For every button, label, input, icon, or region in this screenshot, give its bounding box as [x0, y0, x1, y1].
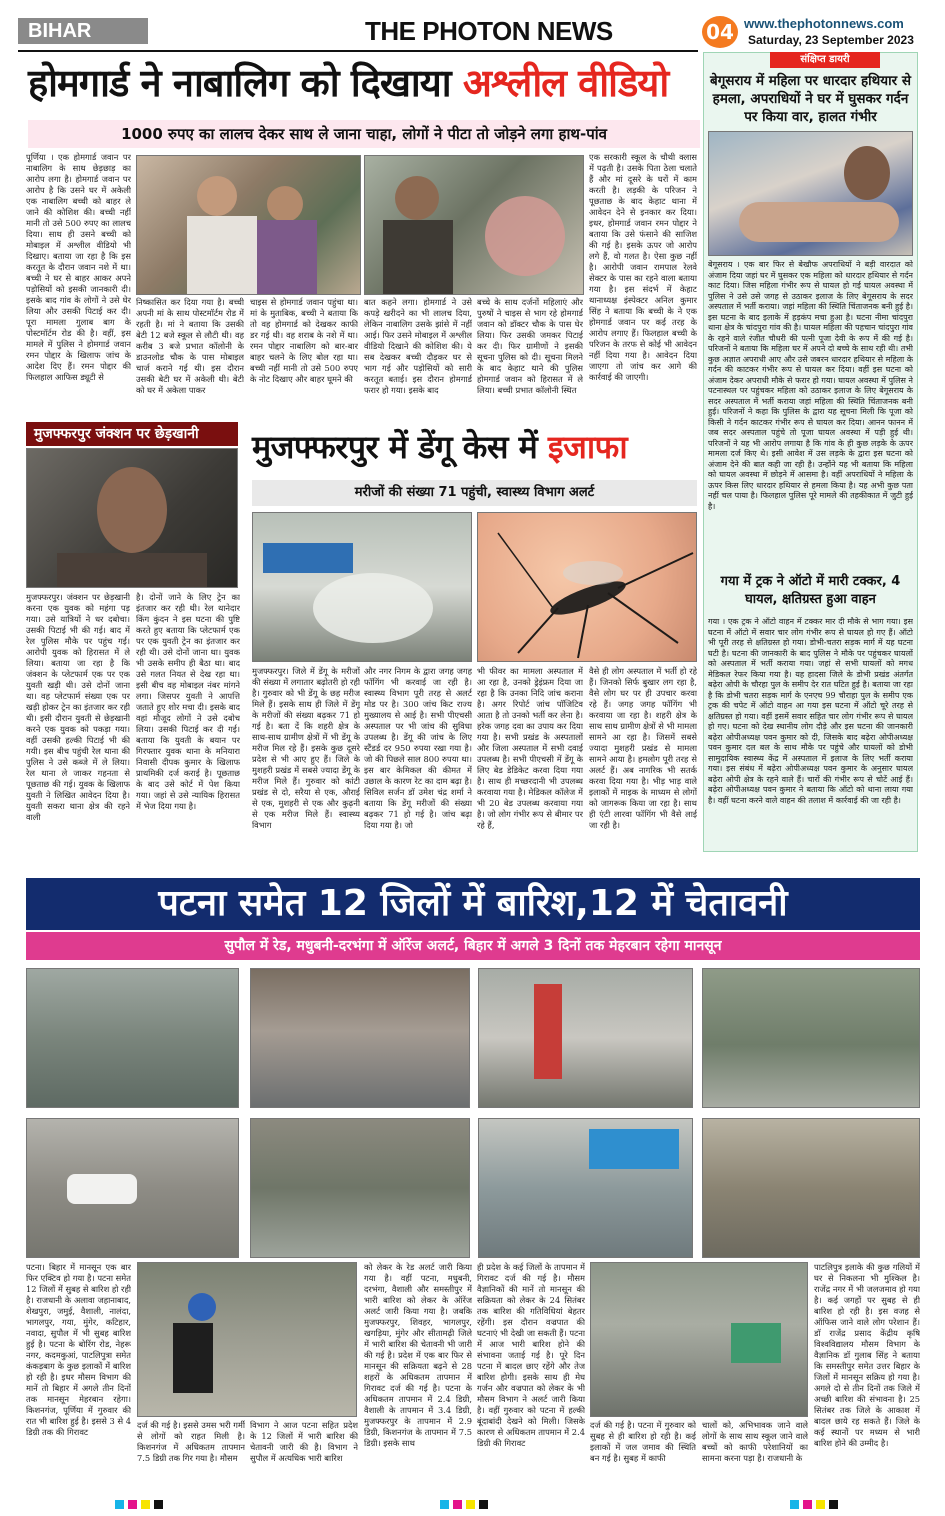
- story4-headline: पटना समेत 12 जिलों में बारिश,12 में चेतावनी: [26, 878, 920, 930]
- sidebar-photo-injured-woman: [708, 131, 913, 256]
- sidebar-body2: गया । एक ट्रक ने ऑटो वाहन में टक्कर मार दी मौके से भाग गया। इस घटना में ऑटो में सवार चार लोग गंभीर रूप से घायल हो गए हैं। ऑटो भी पूरी तरह से क्षतिग्रस्त हो गया। डोभी-चतरा सड़क मार्ग में यह घटना घटी है। घटना की जानकारी के बाद पुलिस ने मौके पर पहुंचकर घायलों को अस्पताल में भर्ती कराया गया। जहां से सभी घायलों को मगध मेडिकल रेफर किया गया है। यह हादसा जिले के डोभी प्रखंड अंतर्गत बढ़ेरा ओपी के चौरहा पुल के समीप देर रात घटित हुई है। बताया जा रहा है कि डोभी चतरा सड़क मार्ग के एनएच 99 चौराहा पुल के समीप एक ट्रक की चपेट में ऑटो वाहन आ गया इस घटना में ऑटो चूरे तरह से क्षतिग्रस्त हो गया। वहीं इसमें सवार सहित चार लोग गंभीर रूप से घायल हो गए। घटना को देख स्थानीय लोग दौड़े और इस घटना की जानकारी बढ़ेरा ओपीअध्यक्ष पवन कुमार को दी, जिसके बाद बढ़ेरा ओपीअध्यक्ष पवन कुमार दल बल के साथ मौके पर पहुंचे और घायलों को डोभी सामुदायिक स्वास्थ्य केंद्र में अस्पताल में इलाज के लिए भर्ती कराया गया। इस संबंध में बढ़ेरा ओपीअध्यक्ष पवन कुमार के अनुसार घायल बढ़ेरा ओपी क्षेत्र के रहने वाले हैं। चारों की गंभीर रूप से चोटें आई हैं। बढ़ेरा ओपीअध्यक्ष पवन कुमार ने बताया कि ऑटो को थाना लाया गया है। वहीं घटना करने वाले वाहन की तलाश में कार्रवाई की जा रही है।: [708, 617, 913, 805]
- story1-col4: बात कहने लगा। होमगार्ड ने उसे कपड़े खरीदने का भी लालच दिया, लेकिन नाबालिग उसके झांसे में नहीं आई। फिर उसने मोबाइल में अश्लील वीडियो दिखाने की कोशिश की। ये सब देखकर बच्ची दौड़कर घर से भाग गई और पड़ोसियों को सारी करतूत बताई। इस दौरान होमगार्ड फरार हो गया। इसके बाद: [364, 297, 472, 395]
- photo-gate: [731, 1323, 781, 1363]
- rain-photo-8: [702, 1118, 920, 1258]
- story3-col4: वैसे ही लोग अस्पताल में भर्ती हो रहे हैं। जिनको सिर्फ बुखार लग रहा है, वैसे लोग घर पर ही उपचार करवा रहे हैं। जगह जगह फॉगिंग भी करवाया जा रहा है। शहरी क्षेत्र के साथ साथ ग्रामीण क्षेत्रों से भी मामला सामने आ रहा है। जिसमें सबसे ज्यादा मुशहरी प्रखंड से मामला सामने आया है। हमलोग पूरी तरह से अलर्ट हैं। अब नागरिक भी सतर्क करवा दिया गया है। भीड़ भाड़ वाले इलाकों में माइक के माध्यम से लोगों को जागरूक किया जा रहा है। साथ ही एंटी लारवा फॉगिंग भी वैसे लाई जा रही है।: [589, 666, 697, 830]
- rain-photo-5: [26, 1118, 239, 1258]
- rain-photo-6: [250, 1118, 470, 1258]
- registration-mark-black: [154, 1500, 163, 1509]
- story2-headline: मुजफ्फरपुर जंक्शन पर छेड़खानी: [26, 422, 238, 446]
- photo-rider: [188, 1293, 216, 1321]
- story1-col3: चाइस से होमगार्ड जवान पहुंचा था। मां के मुताबिक, बच्ची ने बताया कि तो वह होमगार्ड को देखकर काफी डर गई थी। वह शराब के नशे में था। रमन पोद्दार नाबालिग को बार-बार बाहर चलने के लिए बोल रहा था। बच्ची नहीं मानी तो उसे 500 रुपए के नोट दिखाए और बाहर घूमने की: [250, 297, 358, 384]
- rain-photo-1: [26, 968, 239, 1108]
- story1-col6: एक सरकारी स्कूल के चौथी क्लास में पढ़ती है। उसके पिता ठेला चलाते हैं और मां दूसरे के घरों में काम करती है। लड़की के परिजन ने पूछताछ के बाद केहाट थाना में आवेदन देने से इनकार कर दिया। इधर, होमगार्ड जवान रमन पोद्दार ने बताया कि उसे फंसाने की साजिश की गई है। इसके ऊपर जो आरोप लगे हैं, वो गलत है। ऐसा कुछ नहीं है। आरोपी जवान रामपाल रेलवे सेक्टर के पास का रहने वाला बताया गया है। इस संदर्भ में केहाट थानाध्यक्ष इंस्पेक्टर अनिल कुमार सिंह ने बताया कि बच्ची के ने एक होमगार्ड जवान पर कई तरह के आरोप लगाए हैं। फिलहाल बच्ची के परिजन के तरफ से कोई भी आवेदन नहीं दिया गया है। आवेदन दिया जाएगा तो जांच कर आगे की कार्रवाई की जाएगी।: [589, 152, 697, 382]
- photo-figure: [395, 176, 439, 220]
- rain-photo-waterlogged-road: [590, 1262, 808, 1417]
- story2-col1: मुजफ्फरपुर। जंक्शन पर छेड़खानी करना एक युवक को महंगा पड़ गया। उसे यात्रियों ने धर दबोचा। उसकी पिटाई भी की गई। बाद में रेल पुलिस मौके पर पहुंच गई। आरोपी युवक को हिरासत में ले लिया। बताया जा रहा है कि जंक्शन के प्लेटफार्म एक पर एक युवती खड़ी थी। उसे दोनों जाना था। वह प्लेटफार्म संख्या एक पर खड़ी होकर ट्रेन का इंतजार कर रही थी। इसी दौरान युवती से छेड़खानी करने एक युवक को पकड़ा गया। वहीं उसकी हल्की पिटाई भी की गयी। इस बीच पहुंची रेल थाना की पुलिस ने उसे कब्जे में ले लिया। रेल थाना ले जाकर गहनता से पूछताछ की गई। युवक के खिलाफ युवती ने लिखित आवेदन दिया है। युवती सकरा थाना क्षेत्र की रहने वाली: [26, 592, 130, 822]
- story1-photo-accused: [364, 155, 584, 295]
- registration-mark-black: [479, 1500, 488, 1509]
- rain-photo-2: [250, 968, 470, 1108]
- photo-shop: [589, 1129, 679, 1169]
- photo-scooter: [173, 1323, 213, 1393]
- story4-col1: पटना। बिहार में मानसून एक बार फिर एक्टिव हो गया है। पटना समेत 12 जिलों में सुबह से बारिश हो रही है। राजधानी के अलावा जहानाबाद, शेखपुरा, जमुई, वैशाली, नालंदा, भागलपुर, गया, मुंगेर, कटिहार, नवादा, सुपौल में भी सुबह बारिश हुई है। पटना के बोरिंग रोड, नेहरू नगर, कदमकुआं, पाटलिपुत्रा समेत कंकड़बाग के कुछ इलाकों में बारिश हो रही है। इधर मौसम विभाग की मानें तो बिहार में अगले तीन दिनों तक मानसून मेहरबान रहेगा। किशनगंज, पूर्णिया में गुरुवार की रात भी बारिश हुई है। इससे 3 से 4 डिग्री तक की गिरावट: [26, 1262, 131, 1437]
- registration-mark-cyan: [790, 1500, 799, 1509]
- story4-deck: सुपौल में रेड, मधुबनी-दरभंगा में ऑरेंज अलर्ट, बिहार में अगले 3 दिनों तक मेहरबान रहेगा मानसून: [26, 932, 920, 960]
- registration-mark-cyan: [115, 1500, 124, 1509]
- story4-col5: ही प्रदेश के कई जिलों के तापमान में गिरावट दर्ज की गई है। मौसम वैज्ञानिकों की मानें तो मानसून की सक्रियता को लेकर के 24 सितंबर तक बारिश की गतिविधियां बेहतर रहेंगी। इस दौरान वज्रपात की घटनाएं भी देखी जा सकती हैं। पटना में आज भारी बारिश होने की संभावना जताई गई है। पूरे दिन पटना में बादल छाए रहेंगे और तेज बारिश होगी। इसके साथ ही मेघ गर्जन और वज्रपात को लेकर के भी मौसम विभाग ने अलर्ट जारी किया है। वहीं गुरुवार को पटना में हल्की बूंदाबांदी देखने को मिली। जिसके कारण से अधिकतम तापमान में 2.4 डिग्री की गिरावट: [477, 1262, 585, 1448]
- story1-col1: पूर्णिया । एक होमगार्ड जवान पर नाबालिग के साथ छेड़छाड़ का आरोप लगा है। होमगार्ड जवान पर आरोप है कि उसने घर में अकेली एक नाबालिग बच्ची को बाहर ले जाने की कोशिश की। बच्ची नहीं मानी तो उसे 500 रुपए का लालच दिया। साथ ही उसने बच्ची को मोबाइल में अश्लील वीडियो भी दिखाए। बताया जा रहा है कि इस करतूत के दौरान जवान नशे में था। बच्ची ने घर से बाहर आकर अपने पड़ोसियों को इसकी जानकारी दी। इसके बाद गांव के लोगों ने उसे घेर लिया और उसकी पिटाई कर दी। पूरा मामला गुलाब बाग के पोस्टमॉर्टम रोड की है। वहीं, इस मामले में पुलिस ने होमगार्ड जवान रमन पोद्दार के खिलाफ जांच के आदेश दिए हैं। रमन पोद्दार की फिलहाल आफिस ड्यूटी से: [26, 152, 131, 382]
- sidebar-body: बेगूसराय । एक बार फिर से बेखौफ अपराधियों ने बड़ी वारदात को अंजाम दिया जहां घर में घुसकर एक महिला को धारदार हथियार से गर्दन काट दिया। जिस महिला गंभीर रूप से घायल हो गई घायल अवस्था में पुलिस ने उसे उसे जगह से उठाकर इलाज के लिए बेगूसराय के सदर अस्पताल में भर्ती कराया। जहां महिला की स्थिति चिंताजनक बनी हुई है। इस घटना के बाद इलाके में हड़कंप मचा हुआ है। घटना नीमा चांदपुरा थाना क्षेत्र के चांदपुरा गांव की है। घायल महिला की पहचान चांदपुरा गांव के रहने वाले रंजीत चौधरी की पत्नी पूजा देवी के रूप में की गई है। परिजनों ने बताया कि महिला घर में अपने दो बच्चे के साथ रही थी। तभी कुछ अज्ञात अपराधी आए और उसे जबरन धारदार हथियार से महिला के गर्दन की काटकर गंभीर रूप से घायल कर दिया। वहीं इस घटना को अंजाम देकर अपराधी मौके से फरार हो गया। घायल अवस्था में पुलिस ने पटनास्थल पर पहुंचकर महिला को उठाकर इलाज के लिए बेगूसराय के सदर अस्पताल में भर्ती कराया जहां महिला की स्थिति चिंताजनक बनी हुई। परिजनों ने कहा कि पुलिस के द्वारा यह सूचना मिली कि पूजा को किसी ने गर्दन काटकर गंभीर रूप से घायल कर दिया। आनन फानन में जब सदर अस्पताल पहुंचे तो पूजा घायल अवस्था में पड़ी हुई थी। परिजनों ने यह भी आरोप लगाया है कि गांव के ही कुछ लड़के के ऊपर मामला दर्ज किए थे। इसी आवेश में उस लड़के के द्वारा इस घटना को अंजाम देने की बात कही जा रही है। उन्होंने यह भी बताया कि महिला को घायल अवस्था में छोड़ने में आसमा है। वहीं अपराधियों ने महिला के ऊपर किस लिए धारदार हथियार से हमला किया है। यह अभी कुछ पता नहीं चल पाया है। फिलहाल पुलिस पूरे मामले की तहकीकात में जुटी हुई है।: [708, 260, 913, 511]
- story4-col2: दर्ज की गई है। इससे उमस भरी गर्मी से लोगों को राहत मिली है। किशनगंज में अधिकतम तापमान 7.5 डिग्री तक गिर गया है। मौसम: [137, 1420, 245, 1463]
- registration-mark-cyan: [440, 1500, 449, 1509]
- story4-col6: दर्ज की गई है। पटना में गुरुवार को सुबह से ही बारिश हो रही है। कई इलाकों में जल जमाव की स्थिति बन गई है। सुबह में काफी: [590, 1420, 696, 1463]
- photo-figure: [739, 202, 899, 242]
- photo-car: [67, 1174, 137, 1204]
- story1-headline-accent: अश्लील वीडियो: [462, 61, 669, 105]
- story4-col7: चालों को, अभिभावक जाने वाले लोगों के साथ साथ स्कूल जाने वाले बच्चों को काफी परेशानियों का सामना करना पड़ा है। राजधानी के: [702, 1420, 808, 1463]
- story1-headline-main: होमगार्ड ने नाबालिग को दिखाया: [28, 61, 463, 105]
- rain-photo-7: [478, 1118, 693, 1258]
- photo-figure: [844, 146, 890, 200]
- story3-headline-accent: इजाफा: [547, 428, 628, 466]
- newspaper-logo: THE PHOTON NEWS: [365, 16, 613, 46]
- story1-col5: बच्चे के साथ दर्जनों महिलाएं और पुरुषों ने चाइस से भाग रहे होमगार्ड जवान को डॉक्टर चौक के पास घेर लिया। फिर उसकी जमकर पिटाई कर दी। फिर ग्रामीणों ने इसकी सूचना पुलिस को दी। सूचना मिलने के बाद केहाट थाने की पुलिस होमगार्ड जवान को हिरासत में ले लिया। बच्ची प्रभात कॉलोनी स्थित: [477, 297, 583, 395]
- photo-figure: [57, 553, 207, 588]
- photo-smoke: [313, 573, 433, 643]
- story1-photo-crowd: [136, 155, 361, 295]
- masthead-rule: [18, 50, 698, 52]
- story3-headline: [252, 425, 627, 468]
- registration-mark-yellow: [816, 1500, 825, 1509]
- registration-mark-magenta: [453, 1500, 462, 1509]
- registration-mark-magenta: [803, 1500, 812, 1509]
- issue-date: Saturday, 23 September 2023: [748, 33, 914, 47]
- registration-mark-yellow: [466, 1500, 475, 1509]
- story3-photo-fogging: [252, 512, 472, 662]
- photo-figure: [257, 220, 317, 295]
- photo-temple: [534, 984, 562, 1079]
- registration-mark-yellow: [141, 1500, 150, 1509]
- rain-photo-4: [702, 968, 920, 1108]
- sidebar-headline2: गया में ट्रक ने ऑटो में मारी टक्कर, 4 घायल, क्षतिग्रस्त हुआ वाहन: [720, 574, 901, 607]
- story4-col8: पाटलिपुत्र इलाके की कुछ गलियों में घर से निकलना भी मुश्किल है। राजेंद्र नगर में भी जलजमाव हो गया है। कई जगहों पर सुबह से ही बारिश हो रही है। इस वजह से ऑफिस जाने वाले लोग परेशान हैं। डॉ राजेंद्र प्रसाद केंद्रीय कृषि विश्वविद्यालय मौसम विभाग के वैज्ञानिक डॉ गुलाब सिंह ने बताया कि समस्तीपुर समेत उत्तर बिहार के जिलों में मानसून सक्रिय हो गया है। अगले दो से तीन दिनों तक जिले में अच्छी बारिश की संभावना है। 25 सितंबर तक जिले के आकाश में बादल छाये रह सकते हैं। जिले के कई स्थानों पर मध्यम से भारी बारिश होने की उम्मीद है।: [814, 1262, 920, 1448]
- story1-col2: निष्कासित कर दिया गया है। बच्ची अपनी मां के साथ पोस्टमॉर्टम रोड में रहती है। मां ने बताया कि उसकी बेटी 12 बजे स्कूल से लौटी थी। वह करीब 3 बजे प्रभात कॉलोनी के डाउनलोड चौक के पास मोबाइल चार्ज कराने गई थी। इस दौरान उसकी बेटी घर में अकेली थी। बेटी को घर में अकेला पाकर: [136, 297, 244, 395]
- photo-shed: [263, 543, 353, 573]
- photo-figure: [267, 186, 303, 222]
- story3-col1: मुजफ्फरपुर। जिले में डेंगू के मरीजों की संख्या में लगातार बढ़ोतरी हो रही है। गुरुवार को भी डेंगू के छह मरीज मिले हैं। इसके साथ ही जिले में डेंगू के मरीजों की संख्या बढ़कर 71 हो गई है। बता दें कि शहरी क्षेत्र के साथ-साथ ग्रामीण क्षेत्रों में भी डेंगू के मरीज मिल रहे हैं। इसके कुछ दूसरे प्रदेश से भी आए हुए हैं। जिले के मुशहरी प्रखंड में सबसे ज्यादा डेंगू के मरीज मिले हैं। गुरुवार को कांटी प्रखंड से दो, सरैया से एक, औराई से एक, मुशहरी से एक और कुढ़नी से एक मरीज मिले हैं। स्वास्थ्य विभाग: [252, 666, 360, 830]
- section-tag: BIHAR: [18, 18, 148, 44]
- rain-photo-scooter: [137, 1262, 357, 1417]
- story1-headline: [28, 56, 668, 108]
- photo-figure: [187, 216, 257, 295]
- registration-mark-black: [829, 1500, 838, 1509]
- sidebar-headline: बेगूसराय में महिला पर धारदार हथियार से हमला, अपराधियों ने घर में घुसकर गर्दन पर किया वार, हालत गंभीर: [710, 73, 911, 125]
- photo-figure: [197, 176, 237, 216]
- story4-col3: विभाग ने आज पटना सहित प्रदेश के 12 जिलों में भारी बारिश की चेतावनी जारी की है। विभाग ने सुपौल में अत्यधिक भारी बारिश: [250, 1420, 358, 1463]
- story3-col3: भी फीवर का मामला अस्पताल में आ रहा है, उनको ड्रेइंफ्रम दिया जा रहा है कि उनका निदि जांच कराना है। अगर रिपोर्ट जांच पॉजिटिव आता है तो उनको भर्ती कर लेना है। हरेक जगह दवा का उपाय कर दिया गया है। सभी प्रखंड के अस्पतालों और जिला अस्पताल में सभी दवाई उपलब्ध है। सभी पीएचसी में डेंगू के लिए बेड डेडिकेट करवा दिया गया है। साथ ही मच्छरदानी भी उपलब्ध करवाया गया है। मेडिकल कॉलेज में भी 20 बेड उपलब्ध करवाया गया है। जो लोग गंभीर रूप से बीमार पर रहे हैं,: [477, 666, 583, 830]
- sidebar-label: संक्षिप्त डायरी: [770, 52, 880, 68]
- story2-photo-accused: [26, 448, 238, 588]
- story3-deck: मरीजों की संख्या 71 पहुंची, स्वास्थ्य विभाग अलर्ट: [252, 480, 697, 506]
- page-number: 04: [702, 16, 738, 48]
- story4-col4: को लेकर के रेड अलर्ट जारी किया गया है। वहीं पटना, मधुबनी, दरभंगा, वैशाली और समस्तीपुर में भारी बारिश को लेकर के ऑरेंज अलर्ट जारी किया गया है। जबकि मुजफ्फरपुर, शिवहर, भागलपुर, खगड़िया, मुंगेर और सीतामढ़ी जिले में भारी बारिश की चेतावनी भी जारी की गई है। प्रदेश में एक बार फिर से मानसून की सक्रियता बढ़ने से 28 शहरों के अधिकतम तापमान में गिरावट दर्ज की गई है। पटना के अधिकतम तापमान में 2.4 डिग्री, वैशाली के तापमान में 3.4 डिग्री, मुजफ्फरपुर के तापमान में 2.9 डिग्री, किशनगंज के तापमान में 7.5 डिग्री। इसके साथ: [364, 1262, 472, 1448]
- story3-col2: और नगर निगम के द्वारा जगह जगह फॉगिंग भी करवाई जा रही है। स्वास्थ्य विभाग पूरी तरह से अलर्ट मोड पर है। 300 जांच किट राज्य मुख्यालय से आई है। सभी पीएचसी अस्पताल पर भी जांच की सुविधा उपलब्ध है। डेंगू की जांच के लिए स्टैंडर्ड दर 950 रुपया रखा गया है। जो की पिछले साल 800 रुपया था। इस बार केमिकल की कीमत में उछाल के कारण रेट का दाम बढ़ा है। सिविल सर्जन डॉ उमेश चंद्र शर्मा ने बताया कि डेंगू मरीजों की संख्या बढ़कर 71 हो गई है। जांच बढ़ा दिया गया है। जो: [364, 666, 472, 830]
- rain-photo-3: [478, 968, 693, 1108]
- photo-figure: [97, 467, 167, 553]
- masthead: [0, 0, 945, 50]
- website-link[interactable]: www.thephotonnews.com: [744, 16, 904, 31]
- story3-photo-mosquito: [477, 512, 697, 662]
- story1-deck: 1000 रुपए का लालच देकर साथ ले जाना चाहा, लोगों ने पीटा तो जोड़ने लगा हाथ-पांव: [28, 120, 700, 148]
- story2-col2: है। दोनों जाने के लिए ट्रेन का इंतजार कर रही थी। रेल थानेदार किंग कुंदन ने इस घटना की पुष्टि करते हुए बताया कि प्लेटफार्म एक पर एक युवती ट्रेन का इंतजार कर रही थी। उसे दोनों जाना था। युवक भी उसके समीप ही बैठा था। बाद उसे गलत नियत से देख रहा था। इसी बीच वह मोबाइल नंबर मांगने लगा। जिसपर युवती ने आपत्ति जताते हुए शोर मचा दी। इसके बाद वहां मौजूद लोगों ने उसे दबोच लिया। उसकी पिटाई कर दी गई। बताया कि युवती के बयान पर गिरफ्तार युवक थाना के मनियारा निवासी दीपक कुमार के खिलाफ प्राथमिकी दर्ज कराई है। पूछताछ के बाद उसे कोर्ट में पेश किया गया। जहां से उसे न्यायिक हिरासत में भेज दिया गया है।: [136, 592, 240, 811]
- photo-blur-face: [485, 196, 565, 276]
- registration-mark-magenta: [128, 1500, 137, 1509]
- photo-figure: [383, 220, 453, 295]
- story3-headline-main: मुजफ्फरपुर में डेंगू केस में: [252, 428, 548, 466]
- mosquito-icon: [478, 513, 697, 662]
